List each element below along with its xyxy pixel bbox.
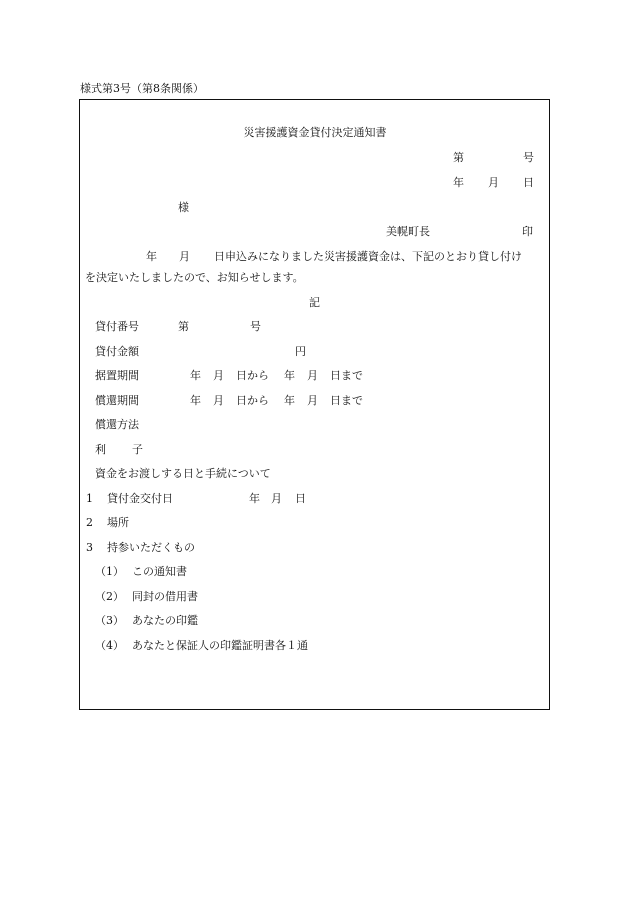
step-3-label: 持参いただくもの xyxy=(107,541,195,554)
deferment-year2: 年 xyxy=(284,369,295,382)
bring-item-2-number: （2） xyxy=(95,590,124,603)
deferment-year1: 年 xyxy=(190,369,201,382)
step-1-year: 年 xyxy=(249,492,260,505)
loan-number-prefix: 第 xyxy=(178,320,189,333)
step-1-month: 月 xyxy=(271,492,282,505)
body-month: 月 xyxy=(179,250,190,263)
loan-number-label: 貸付番号 xyxy=(95,320,139,333)
bring-item-1-number: （1） xyxy=(95,565,124,578)
step-3-number: 3 xyxy=(86,541,93,554)
repayment-method-label: 償還方法 xyxy=(95,418,139,431)
loan-amount-unit: 円 xyxy=(295,345,306,358)
repayment-period-label: 償還期間 xyxy=(95,394,139,407)
repayment-to: 日まで xyxy=(330,394,363,407)
step-2-label: 場所 xyxy=(107,516,129,529)
issuer-seal: 印 xyxy=(522,225,533,238)
repayment-from: 日から xyxy=(236,394,269,407)
step-1-day: 日 xyxy=(295,492,306,505)
bring-item-3-number: （3） xyxy=(95,614,124,627)
deferment-to: 日まで xyxy=(330,369,363,382)
loan-number-suffix: 号 xyxy=(250,320,261,333)
repayment-month2: 月 xyxy=(307,394,318,407)
body-line2: を決定いたしましたので、お知らせします。 xyxy=(85,271,304,284)
repayment-year1: 年 xyxy=(190,394,201,407)
deferment-from: 日から xyxy=(236,369,269,382)
bring-item-4-number: （4） xyxy=(95,639,124,652)
step-1-label: 貸付金交付日 xyxy=(107,492,173,505)
doc-number-suffix: 号 xyxy=(523,151,534,164)
interest-label-b: 子 xyxy=(132,443,143,456)
step-2-number: 2 xyxy=(86,516,93,529)
bring-item-1-text: この通知書 xyxy=(132,565,187,578)
doc-number-prefix: 第 xyxy=(453,151,464,164)
issuer-name: 美幌町長 xyxy=(386,225,430,238)
ki-label: 記 xyxy=(309,296,320,309)
form-number: 様式第3号（第8条関係） xyxy=(80,82,204,95)
bring-item-2-text: 同封の借用書 xyxy=(132,590,198,603)
deferment-period-label: 据置期間 xyxy=(95,369,139,382)
loan-amount-label: 貸付金額 xyxy=(95,345,139,358)
body-year: 年 xyxy=(146,250,157,263)
date-year: 年 xyxy=(453,176,464,189)
addressee-suffix: 様 xyxy=(178,201,189,214)
deferment-month2: 月 xyxy=(307,369,318,382)
body-line1: 日申込みになりました災害援護資金は、下記のとおり貸し付け xyxy=(214,250,522,263)
document-title: 災害援護資金貸付決定通知書 xyxy=(243,126,387,139)
delivery-heading: 資金をお渡しする日と手続について xyxy=(95,467,271,480)
date-day: 日 xyxy=(523,176,534,189)
step-1-number: 1 xyxy=(86,492,93,505)
date-month: 月 xyxy=(488,176,499,189)
interest-label-a: 利 xyxy=(95,443,106,456)
bring-item-3-text: あなたの印鑑 xyxy=(132,614,198,627)
deferment-month1: 月 xyxy=(213,369,224,382)
repayment-year2: 年 xyxy=(284,394,295,407)
bring-item-4-text: あなたと保証人の印鑑証明書各１通 xyxy=(132,639,308,652)
repayment-month1: 月 xyxy=(213,394,224,407)
